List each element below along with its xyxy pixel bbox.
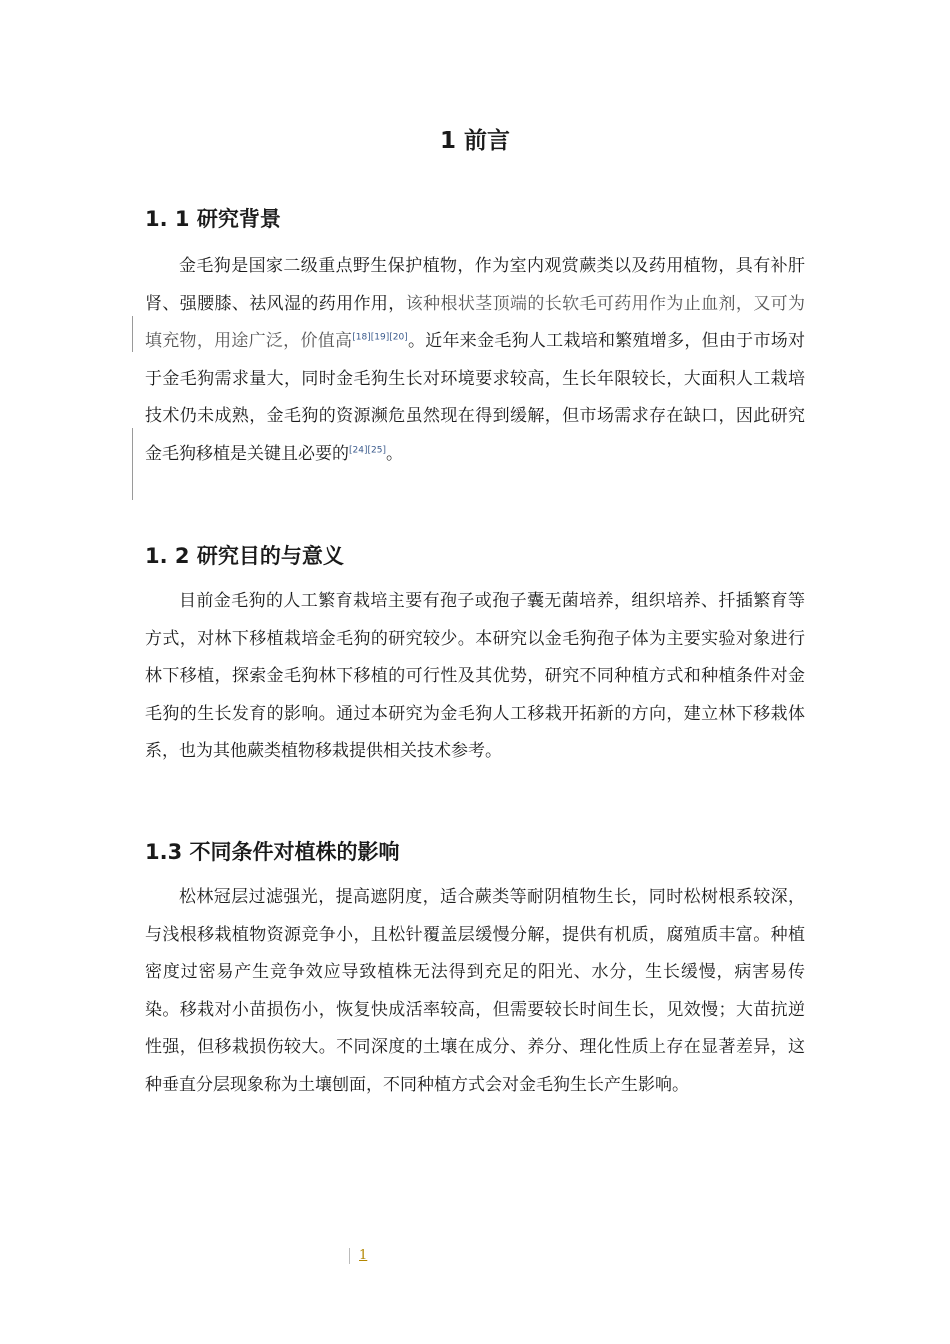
- background-paragraph: [145, 248, 805, 473]
- revision-bar: [132, 428, 133, 500]
- page-number[interactable]: 1: [359, 1248, 368, 1263]
- purpose-paragraph: 目前金毛狗的人工繁育栽培主要有孢子或孢子囊无菌培养，组织培养、扦插繁育等方式，对林下移植栽培金毛狗的研究较少。本研究以金毛狗孢子体为主要实验对象进行林下移植，探索金毛狗林下移植的可行性及其优势，研究不同种植方式和种植条件对金毛狗的生长发育的影响。通过本研究为金毛狗人工移栽开拓新的方向，建立林下移栽体系，也为其他蕨类植物移栽提供相关技术参考。: [145, 591, 805, 761]
- background-text-2: 该种根状茎顶端的长软毛可药用作为止血剂，又可为填充物，用途广泛，价值高: [145, 293, 806, 351]
- revision-bar: [132, 316, 133, 352]
- conditions-paragraph: 松林冠层过滤强光，提高遮阴度，适合蕨类等耐阴植物生长，同时松树根系较深，与浅根移栽植物资源竞争小，且松针覆盖层缓慢分解，提供有机质，腐殖质丰富。种植密度过密易产生竞争效应导致植株无法得到充足的阳光、水分，生长缓慢，病害易传染。移栽对小苗损伤小，恢复快成活率较高，但需要较长时间生长，见效慢；大苗抗逆性强，但移栽损伤较大。不同深度的土壤在成分、养分、理化性质上存在显著差异，这种垂直分层现象称为土壤刨面，不同种植方式会对金毛狗生长产生影响。: [145, 887, 805, 1095]
- section-heading-purpose: 1. 2 研究目的与意义: [145, 544, 344, 568]
- background-text-4: 。: [385, 443, 403, 464]
- background-text-1: 金毛狗是国家二级重点野生保护植物，作为室内观赏蕨类以及药用植物，具有补肝肾、强腰膝、祛风湿的药用作用，: [145, 256, 805, 314]
- citation-24-25[interactable]: [24][25]: [349, 444, 386, 455]
- page-footer: [349, 1248, 367, 1264]
- citation-18-19-20[interactable]: [18][19][20]: [352, 332, 408, 343]
- chapter-title: 1 前言: [439, 128, 510, 154]
- section-heading-background: 1. 1 研究背景: [145, 207, 281, 231]
- section-heading-conditions: 1.3 不同条件对植株的影响: [145, 840, 400, 864]
- background-text-3: 。近年来金毛狗人工栽培和繁殖增多，但由于市场对于金毛狗需求量大，同时金毛狗生长对环境要求较高，生长年限较长，大面积人工栽培技术仍未成熟，金毛狗的资源濒危虽然现在得到缓解，但市场需求存在缺口，因此研究金毛狗移植是关键且必要的: [145, 331, 806, 464]
